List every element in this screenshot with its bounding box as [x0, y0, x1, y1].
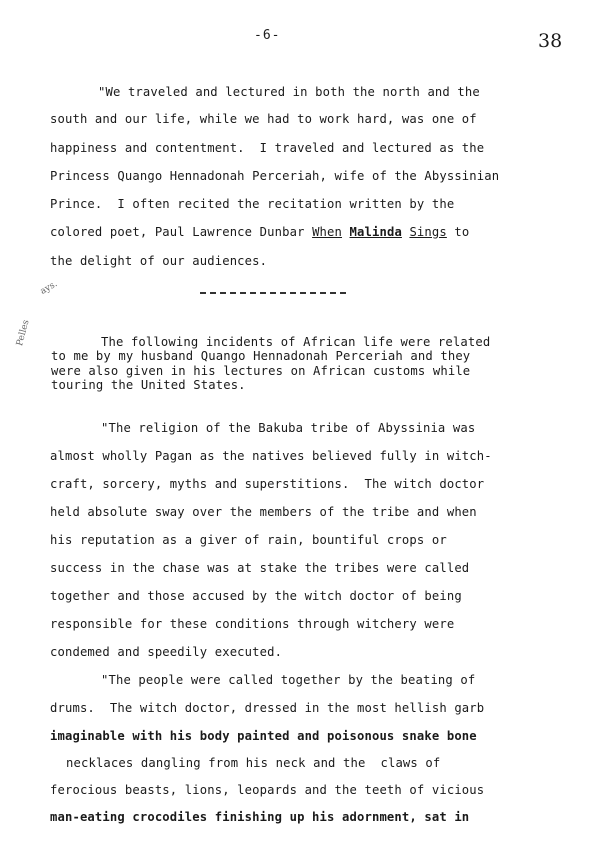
text-line: The following incidents of African life were related [101, 335, 491, 349]
poem-title-word: When [312, 225, 343, 239]
text-line: "The religion of the Bakuba tribe of Abyssinia was [101, 421, 476, 435]
text-line: "We traveled and lectured in both the north and the [98, 85, 480, 99]
text-line: man-eating crocodiles finishing up his adornment, sat in [50, 810, 470, 824]
text-line: south and our life, while we had to work hard, was one of [50, 112, 477, 126]
margin-note: ays. [38, 279, 60, 297]
text-line: his reputation as a giver of rain, bountiful crops or [50, 533, 447, 547]
text-line: craft, sorcery, myths and superstitions. The witch doctor [50, 477, 485, 491]
poem-title-word: Malinda [349, 225, 402, 239]
text-line: "The people were called together by the beating of [101, 673, 476, 687]
text-line: together and those accused by the witch doctor of being [50, 589, 462, 603]
margin-note: Pelles [15, 318, 32, 348]
text-line: Princess Quango Hennadonah Perceriah, wife of the Abyssinian [50, 169, 500, 183]
text-line: ferocious beasts, lions, leopards and the teeth of vicious [50, 783, 485, 797]
text-line: almost wholly Pagan as the natives believed fully in witch- [50, 449, 492, 463]
page-number: 38 [538, 30, 563, 52]
text-line: success in the chase was at stake the tribes were called [50, 561, 470, 575]
text-line: condemed and speedily executed. [50, 645, 283, 659]
text-line: happiness and contentment. I traveled and lectured as the [50, 141, 485, 155]
text-line: necklaces dangling from his neck and the claws of [66, 756, 441, 770]
page-marker: -6- [254, 28, 281, 43]
text-segment: colored poet, Paul Lawrence Dunbar [50, 225, 313, 239]
poem-title-word: Sings [409, 225, 447, 239]
text-line: held absolute sway over the members of the tribe and when [50, 505, 477, 519]
text-line: imaginable with his body painted and poisonous snake bone [50, 729, 477, 743]
text-line: responsible for these conditions through witchery were [50, 617, 455, 631]
section-separator [200, 292, 346, 294]
text-line: Prince. I often recited the recitation written by the [50, 197, 455, 211]
text-line: were also given in his lectures on African customs while [51, 364, 471, 378]
text-line: the delight of our audiences. [50, 254, 268, 268]
text-segment: to [446, 225, 470, 239]
text-line [50, 225, 469, 239]
text-line: to me by my husband Quango Hennadonah Perceriah and they [51, 349, 471, 363]
text-line: drums. The witch doctor, dressed in the most hellish garb [50, 701, 485, 715]
text-line: touring the United States. [51, 378, 246, 392]
